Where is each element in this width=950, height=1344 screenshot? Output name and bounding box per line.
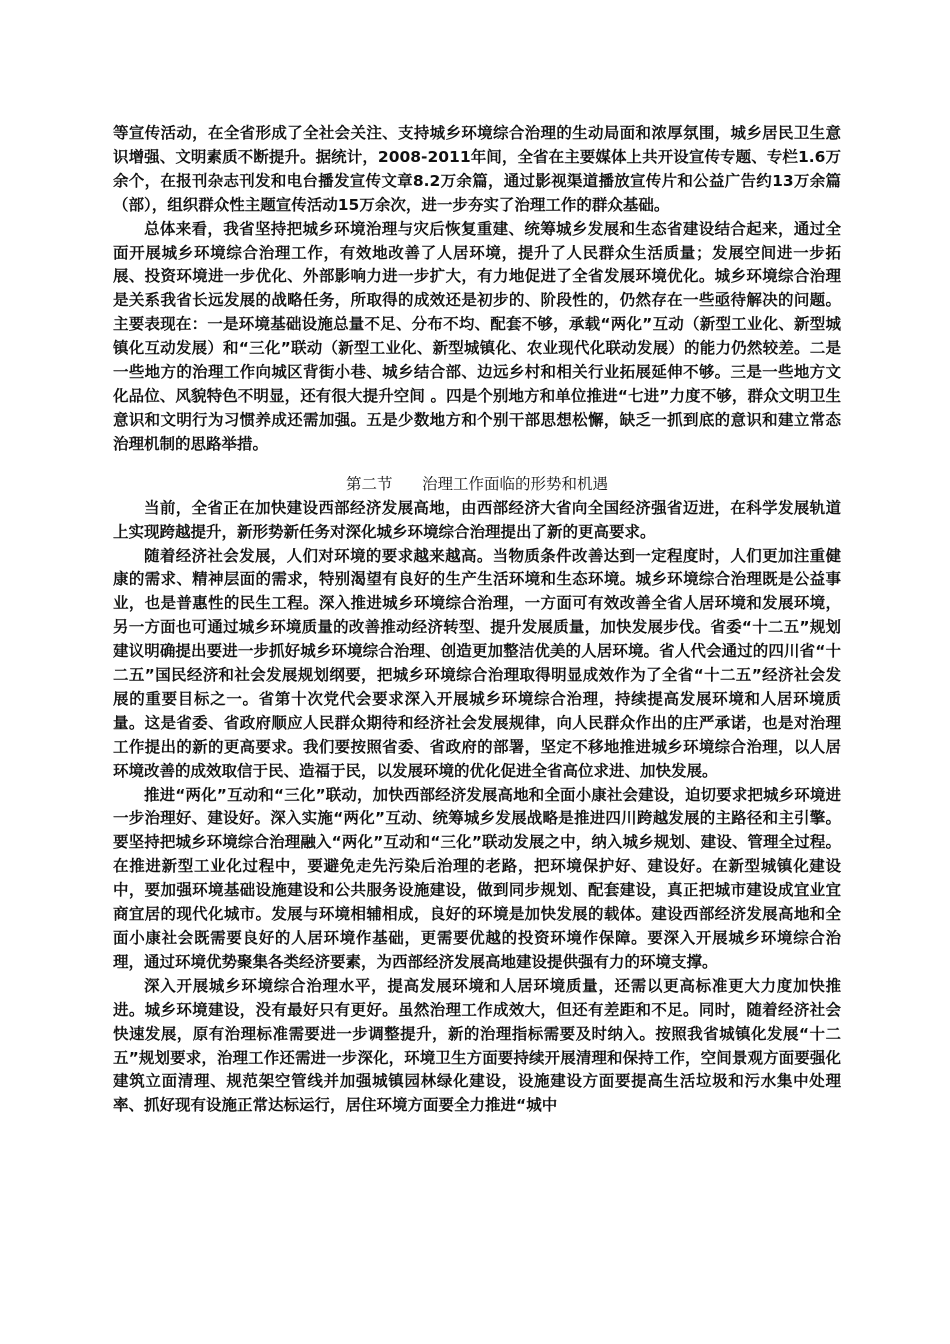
- paragraph-6: 深入开展城乡环境综合治理水平，提高发展环境和人居环境质量，还需以更高标准更大力度加快推进。城乡环境建设，没有最好只有更好。虽然治理工作成效大，但还有差距和不足。同时，随着经济社会快速发展，原有治理标准需要进一步调整提升，新的治理指标需要及时纳入。按照我省城镇化发展“十二五”规划要求，治理工作还需进一步深化，环境卫生方面要持续开展清理和保持工作，空间景观方面要强化建筑立面清理、规范架空管线并加强城镇园林绿化建设，设施建设方面要提高生活垃圾和污水集中处理率、抓好现有设施正常达标运行，居住环境方面要全力推进“城中: [113, 976, 841, 1115]
- paragraph-5: 推进“两化”互动和“三化”联动，加快西部经济发展高地和全面小康社会建设，迫切要求把城乡环境进一步治理好、建设好。深入实施“两化”互动、统筹城乡发展战略是推进四川跨越发展的主路径和主引擎。要坚持把城乡环境综合治理融入“两化”互动和“三化”联动发展之中，纳入城乡规划、建设、管理全过程。在推进新型工业化过程中，要避免走先污染后治理的老路，把环境保护好、建设好。在新型城镇化建设中，要加强环境基础设施建设和公共服务设施建设，做到同步规划、配套建设，真正把城市建设成宜业宜商宜居的现代化城市。发展与环境相辅相成，良好的环境是加快发展的载体。建设西部经济发展高地和全面小康社会既需要良好的人居环境作基础，更需要优越的投资环境作保障。要深入开展城乡环境综合治理，通过环境优势聚集各类经济要素，为西部经济发展高地建设提供强有力的环境支撑。: [113, 785, 841, 971]
- paragraph-4: 随着经济社会发展，人们对环境的要求越来越高。当物质条件改善达到一定程度时，人们更加注重健康的需求、精神层面的需求，特别渴望有良好的生产生活环境和生态环境。城乡环境综合治理既是公益事业，也是普惠性的民生工程。深入推进城乡环境综合治理，一方面可有效改善全省人居环境和发展环境，另一方面也可通过城乡环境质量的改善推动经济转型、提升发展质量，加快发展步伐。省委“十二五”规划建议明确提出要进一步抓好城乡环境综合治理、创造更加整洁优美的人居环境。省人代会通过的四川省“十二五”国民经济和社会发展规划纲要，把城乡环境综合治理取得明显成效作为了全省“十二五”经济社会发展的重要目标之一。省第十次党代会要求深入开展城乡环境综合治理，持续提高发展环境和人居环境质量。这是省委、省政府顺应人民群众期待和经济社会发展规律，向人民群众作出的庄严承诺，也是对治理工作提出的新的更高要求。我们要按照省委、省政府的部署，坚定不移地推进城乡环境综合治理，以人居环境改善的成效取信于民、造福于民，以发展环境的优化促进全省高位求进、加快发展。: [113, 546, 841, 780]
- paragraph-3: 当前，全省正在加快建设西部经济发展高地，由西部经济大省向全国经济强省迈进，在科学发展轨道上实现跨越提升，新形势新任务对深化城乡环境综合治理提出了新的更高要求。: [113, 498, 841, 541]
- paragraph-1: 等宣传活动，在全省形成了全社会关注、支持城乡环境综合治理的生动局面和浓厚氛围，城乡居民卫生意识增强、文明素质不断提升。据统计，2008-2011年间，全省在主要媒体上共开设宣传专题、专栏1.6万余个，在报刊杂志刊发和电台播发宣传文章8.2万余篇，通过影视渠道播放宣传片和公益广告约13万余篇（部），组织群众性主题宣传活动15万余次，进一步夯实了治理工作的群众基础。: [113, 124, 841, 214]
- paragraph-2: 总体来看，我省坚持把城乡环境治理与灾后恢复重建、统筹城乡发展和生态省建设结合起来，通过全面开展城乡环境综合治理工作，有效地改善了人居环境，提升了人民群众生活质量；发展空间进一步拓展、投资环境进一步优化、外部影响力进一步扩大，有力地促进了全省发展环境优化。城乡环境综合治理是关系我省长远发展的战略任务，所取得的成效还是初步的、阶段性的，仍然存在一些亟待解决的问题。主要表现在：一是环境基础设施总量不足、分布不均、配套不够，承载“两化”互动（新型工业化、新型城镇化互动发展）和“三化”联动（新型工业化、新型城镇化、农业现代化联动发展）的能力仍然较差。二是一些地方的治理工作向城区背街小巷、城乡结合部、边远乡村和相关行业拓展延伸不够。三是一些地方文化品位、风貌特色不明显，还有很大提升空间 。四是个别地方和单位推进“七进”力度不够，群众文明卫生意识和文明行为习惯养成还需加强。五是少数地方和个别干部思想松懈，缺乏一抓到底的意识和建立常态治理机制的思路举措。: [113, 219, 841, 453]
- section-heading: 第二节 治理工作面临的形势和机遇: [345, 474, 609, 493]
- document-page: [113, 122, 841, 1118]
